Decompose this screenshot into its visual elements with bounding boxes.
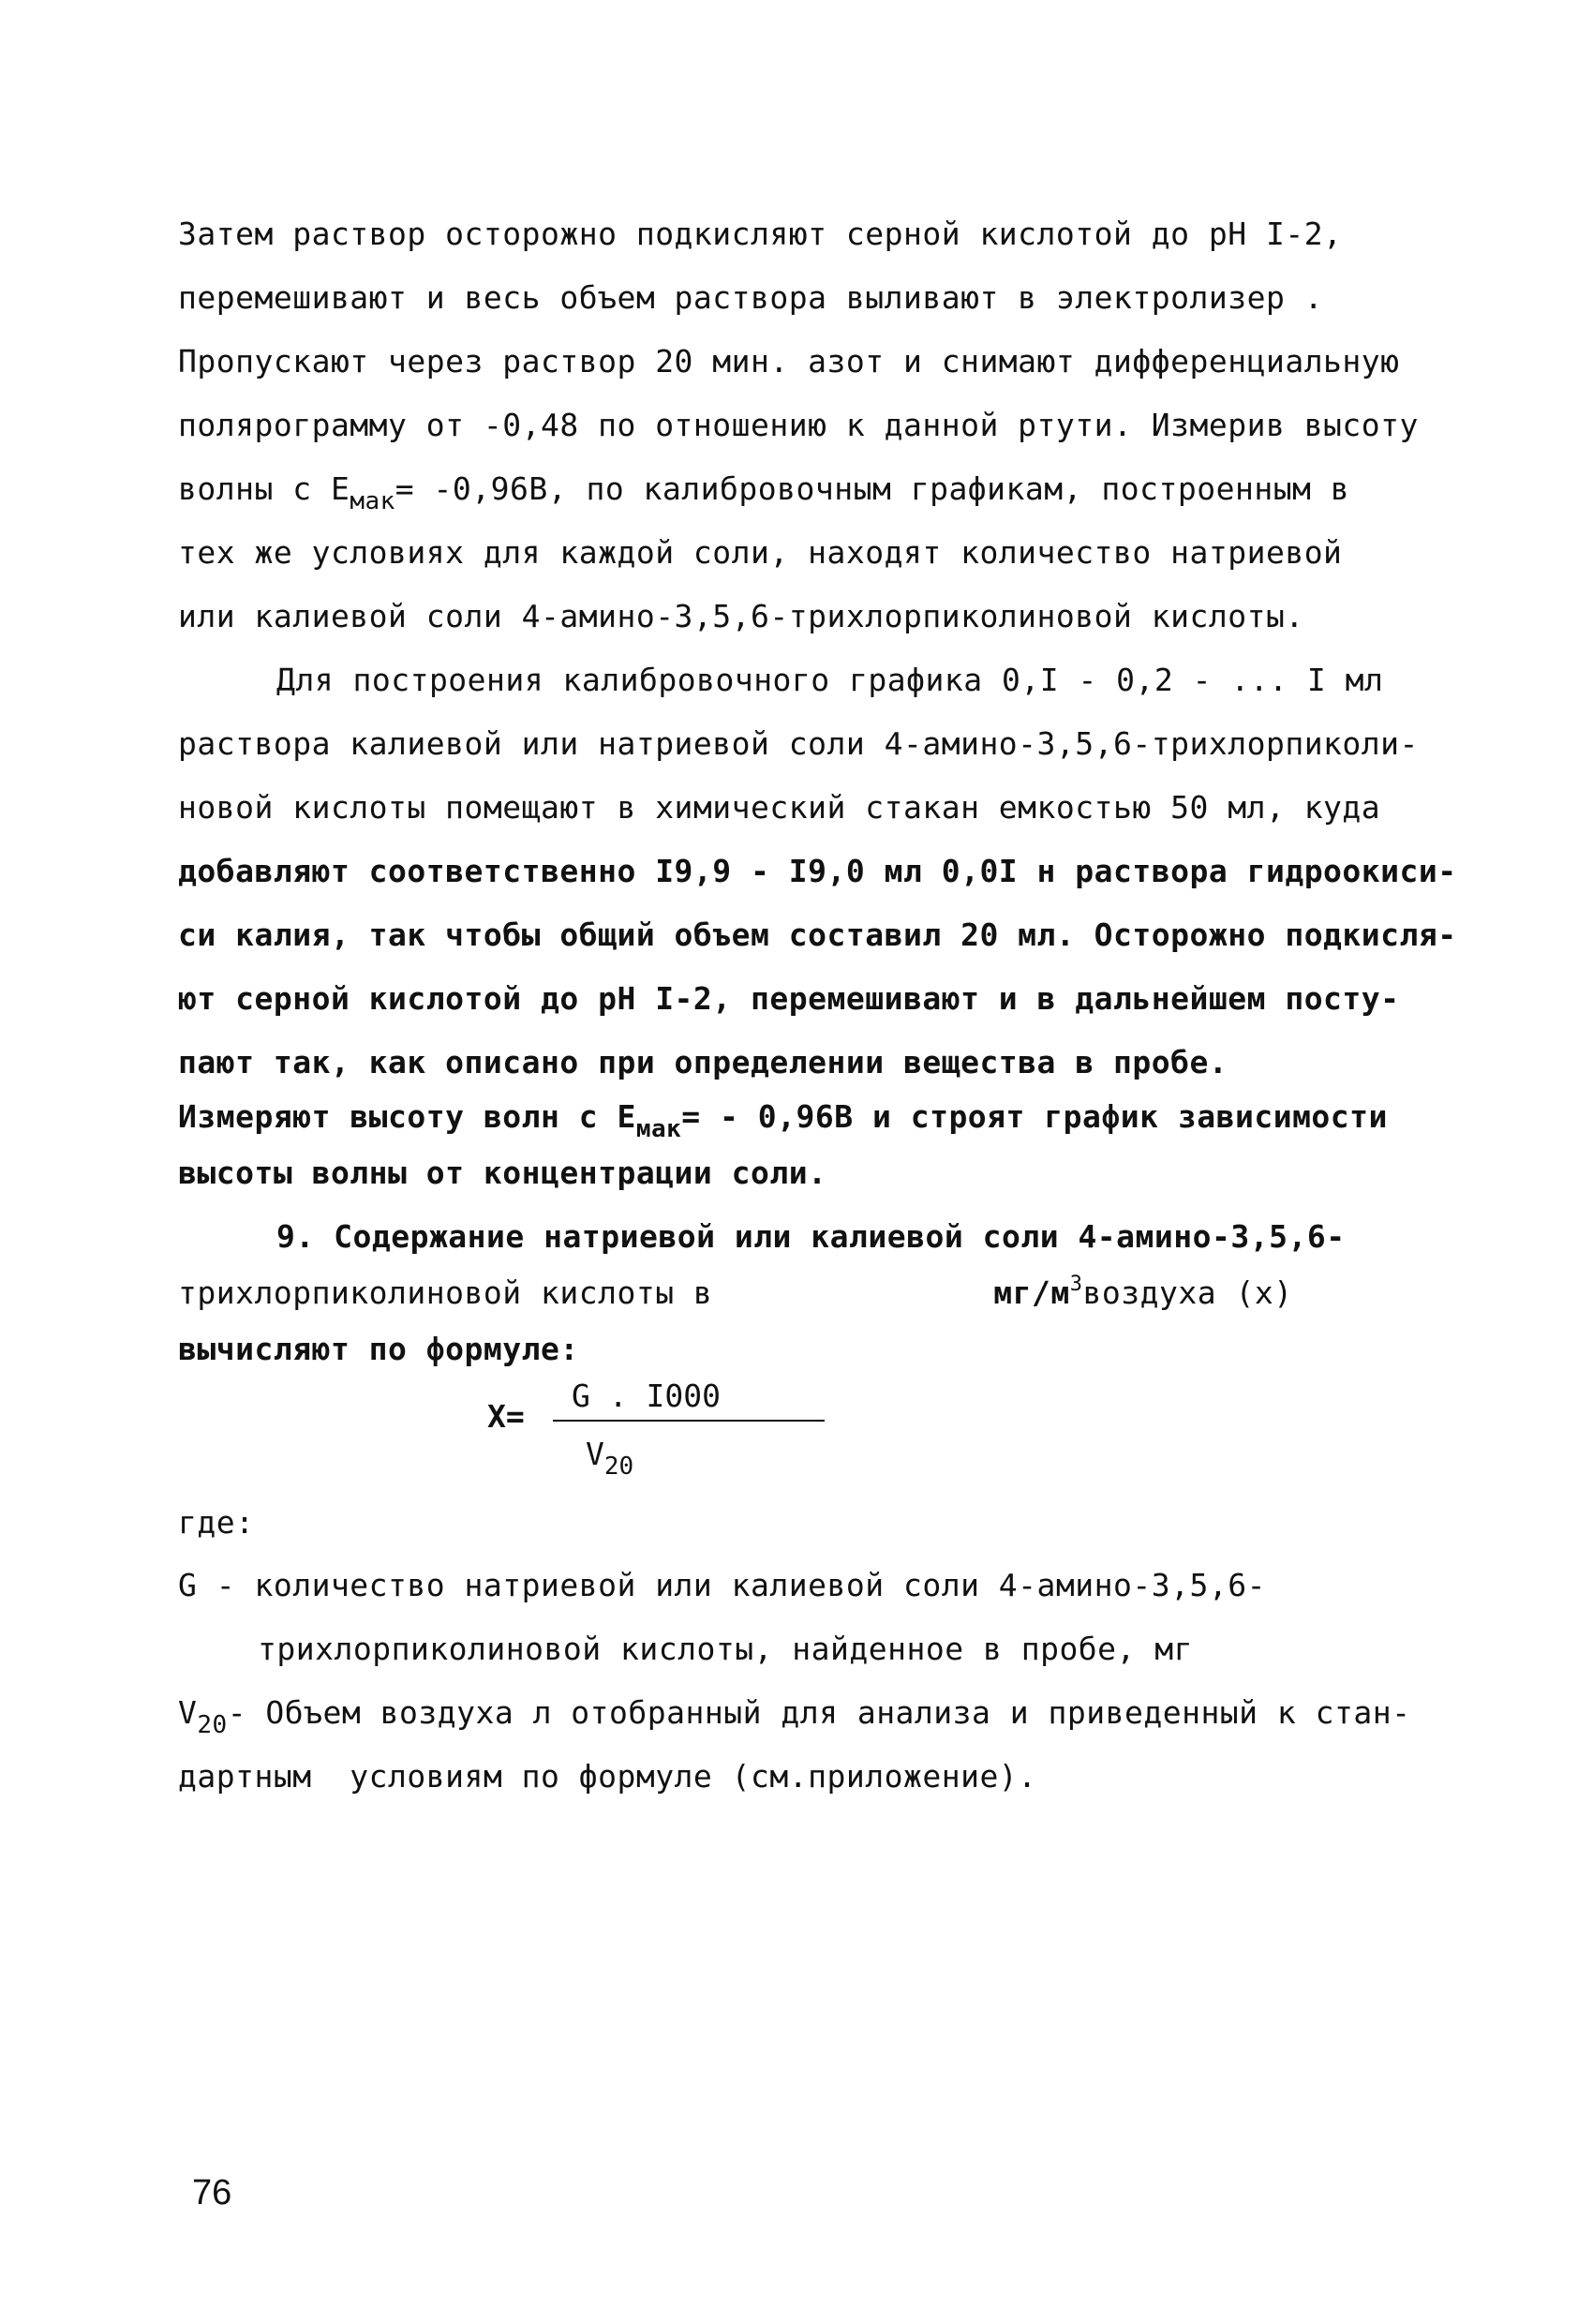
text-line: перемешивают и весь объем раствора выливают в электролизер . bbox=[178, 279, 1324, 316]
text-line: си калия, так чтобы общий объем составил 20 мл. Осторожно подкисля- bbox=[178, 916, 1457, 953]
definition-v bbox=[178, 1694, 1411, 1739]
formula bbox=[487, 1378, 825, 1499]
text-line: ют серной кислотой до pH I-2, перемешивают и в дальнейшем посту- bbox=[178, 980, 1400, 1017]
text-line: полярограмму от -0,48 по отношению к данной ртути. Измерив высоту bbox=[178, 407, 1419, 443]
denominator-subscript: 20 bbox=[603, 1452, 634, 1481]
superscript: 3 bbox=[1069, 1273, 1083, 1296]
v-subscript: 20 bbox=[197, 1711, 228, 1739]
text-line: Затем раствор осторожно подкисляют серной кислотой до pH I-2, bbox=[178, 216, 1343, 252]
text-line: пают так, как описано при определении вещества в пробе. bbox=[178, 1044, 1228, 1080]
text-line: добавляют соответственно I9,9 - I9,0 мл 0,0I н раствора гидроокиси- bbox=[178, 853, 1457, 889]
text-line bbox=[178, 470, 1350, 515]
text-line: Пропускают через раствор 20 мин. азот и снимают дифференциальную bbox=[178, 343, 1400, 380]
denominator-symbol: V bbox=[586, 1436, 604, 1472]
unit-label: мг/м bbox=[993, 1274, 1070, 1311]
text-fragment: волны с E bbox=[178, 470, 350, 507]
text-line: Для построения калибровочного графика 0,I - 0,2 - ... I мл bbox=[276, 662, 1384, 698]
definition-g-continued: трихлорпиколиновой кислоты, найденное в пробе, мг bbox=[258, 1631, 1194, 1667]
text-fragment: трихлорпиколиновой кислоты в bbox=[178, 1274, 713, 1311]
fraction-bar bbox=[553, 1420, 825, 1422]
v-symbol: V bbox=[178, 1694, 198, 1731]
formula-numerator: G . I000 bbox=[572, 1378, 721, 1414]
text-line: или калиевой соли 4-амино-3,5,6-трихлорпиколиновой кислоты. bbox=[178, 598, 1304, 634]
text-line: раствора калиевой или натриевой соли 4-амино-3,5,6-трихлорпиколи- bbox=[178, 725, 1419, 762]
definition-g: G - количество натриевой или калиевой соли 4-амино-3,5,6- bbox=[178, 1567, 1266, 1603]
text-line: вычисляют по формуле: bbox=[178, 1331, 579, 1367]
formula-denominator bbox=[586, 1436, 634, 1481]
formula-lhs: X= bbox=[487, 1398, 525, 1435]
text-fragment: воздуха (х) bbox=[1082, 1274, 1293, 1311]
subscript: мак bbox=[635, 1115, 682, 1143]
subscript: мак bbox=[350, 487, 395, 515]
text-fragment: Измеряют высоту волн с E bbox=[178, 1098, 636, 1135]
text-fragment: = - 0,96В и строят график зависимости bbox=[681, 1098, 1388, 1135]
text-fragment: - Объем воздуха л отобранный для анализа и приведенный к стан- bbox=[227, 1694, 1411, 1731]
text-line: высоты волны от концентрации соли. bbox=[178, 1155, 827, 1191]
definition-v-continued: дартным условиям по формуле (см.приложение). bbox=[178, 1758, 1037, 1795]
section-heading: 9. Содержание натриевой или калиевой соли 4-амино-3,5,6- bbox=[276, 1218, 1346, 1255]
text-line bbox=[178, 1098, 1388, 1143]
where-label: где: bbox=[178, 1504, 255, 1541]
text-fragment: = -0,96В, по калибровочным графикам, построенным в bbox=[395, 470, 1350, 507]
page-number: 76 bbox=[192, 2173, 232, 2212]
text-line: тех же условиях для каждой соли, находят количество натриевой bbox=[178, 534, 1343, 571]
text-line: новой кислоты помещают в химический стакан емкостью 50 мл, куда bbox=[178, 789, 1381, 826]
text-line bbox=[178, 1274, 1293, 1312]
